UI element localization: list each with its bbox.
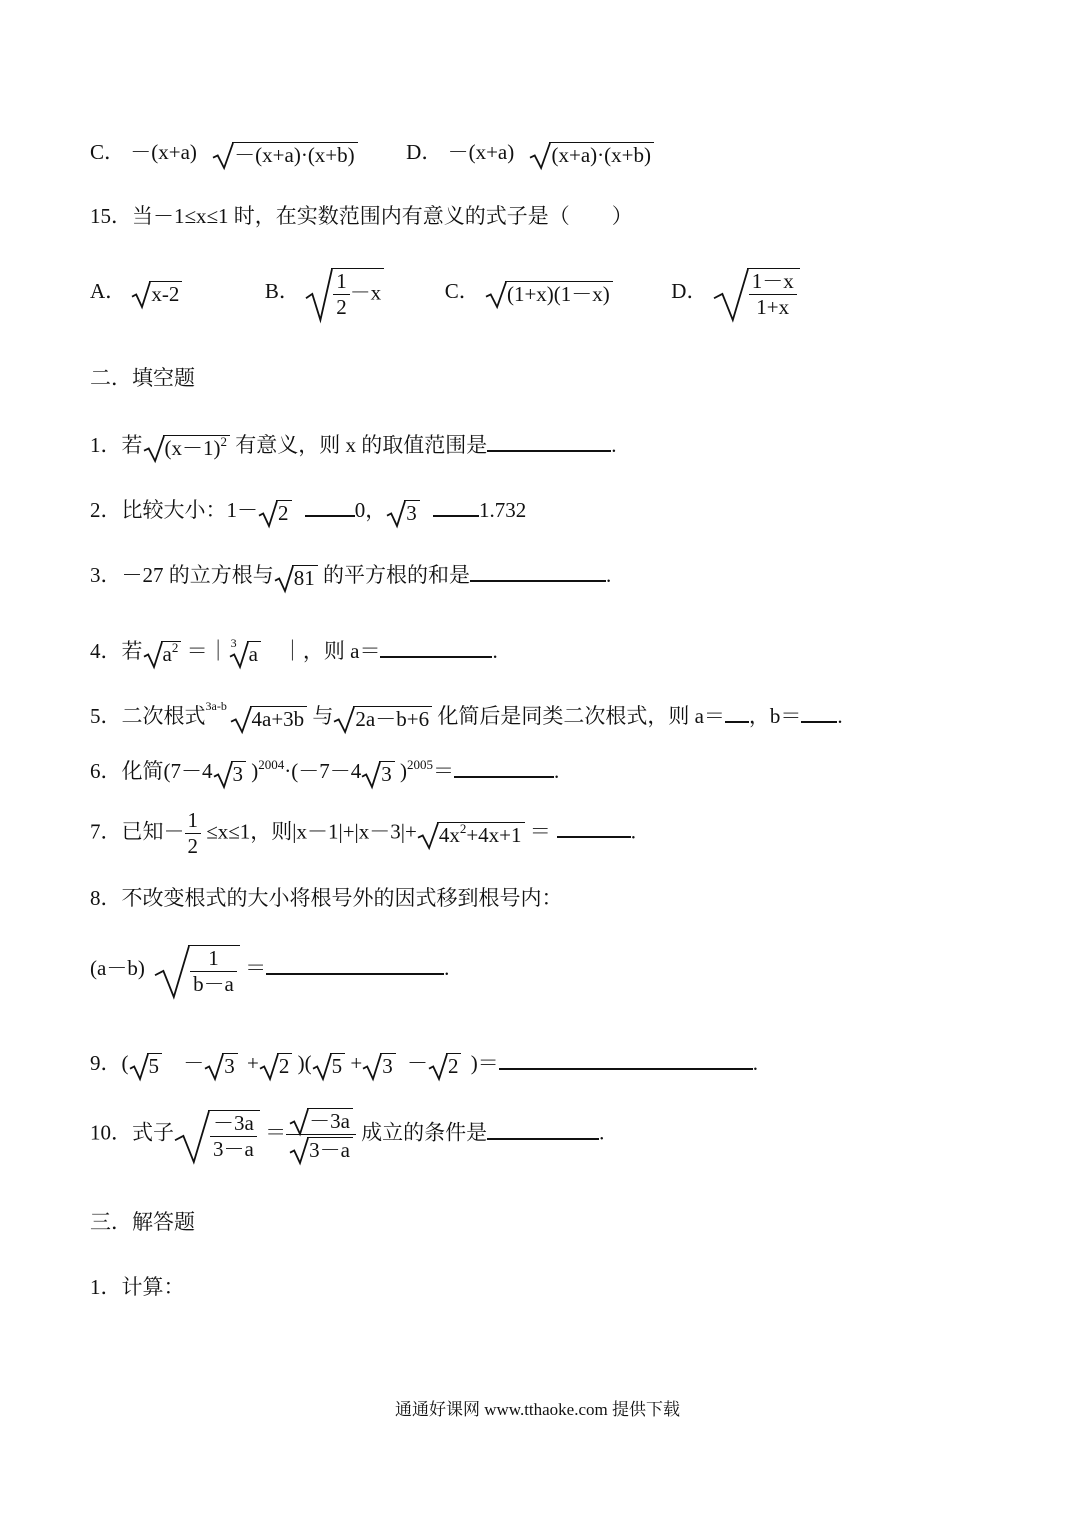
radicand: 81 [292, 565, 318, 589]
fraction-denominator: b－a [193, 972, 234, 996]
question-text: (a－b) [90, 955, 145, 980]
fill-question-9 [90, 1050, 758, 1077]
radical [143, 435, 231, 459]
radical [361, 761, 395, 785]
radicand: 2 [446, 1053, 462, 1077]
radicand-part: 4x [438, 822, 460, 847]
q15-option-b-radicand [331, 268, 384, 318]
radical [258, 500, 292, 524]
question-text: 化简后是同类二次根式，则 a＝ [432, 704, 725, 728]
radicand: 4a+3b [250, 706, 308, 730]
question-text: 有意义，则 x 的取值范围是 [230, 433, 488, 457]
fill-question-6 [90, 758, 559, 785]
answer-blank[interactable] [266, 955, 444, 975]
period: . [611, 433, 617, 457]
question-text: － [406, 1051, 428, 1075]
q15-option-d-radical [713, 268, 800, 318]
question-text: 1．若 [90, 433, 143, 457]
radicand [161, 641, 182, 665]
option-d-radicand: (x+a)·(x+b) [549, 142, 653, 166]
question-text: ＝ [259, 1120, 287, 1145]
option-d-radical [529, 142, 653, 166]
period: . [752, 1051, 758, 1075]
question-text: ＝ [239, 955, 267, 980]
radical-sign-icon [386, 500, 406, 528]
question-text: 9．( [90, 1051, 129, 1075]
radicand: 3 [222, 1053, 238, 1077]
radicand: 3 [231, 761, 247, 785]
radical-sign-icon [154, 945, 190, 999]
q15-option-b-radical [305, 268, 384, 318]
radicand [208, 1110, 260, 1160]
period: . [492, 639, 498, 663]
radicand: 3 [404, 500, 420, 524]
question-text: 成立的条件是 [355, 1120, 488, 1145]
question-text: 7．已知－ [90, 819, 185, 844]
option-c-radical [212, 142, 357, 166]
radicand [163, 435, 231, 459]
question-text: ＝｜ [181, 639, 229, 663]
radical [174, 1110, 260, 1160]
radical-sign-icon [361, 761, 381, 789]
radicand: 5 [147, 1053, 163, 1077]
fraction-numerator: 1 [190, 948, 237, 972]
fraction-numerator: 1－x [749, 271, 797, 295]
root-index: 3 [230, 636, 237, 651]
q14-options-cd [90, 142, 654, 166]
question-text: ＝ [433, 759, 454, 783]
radical [154, 945, 240, 995]
radical-sign-icon [212, 142, 234, 170]
radical [274, 565, 318, 589]
question-text: ·(－7－4 [284, 759, 362, 783]
radical [362, 1053, 396, 1077]
exponent: 2004 [258, 757, 285, 772]
answer-blank[interactable] [557, 818, 631, 838]
question-text: ，b＝ [748, 704, 802, 728]
fill-question-1 [90, 432, 617, 459]
question-text: ＝ [524, 819, 551, 844]
radical [333, 706, 432, 730]
exponent: 2 [220, 434, 227, 450]
radical-sign-icon [204, 1053, 224, 1081]
radical [386, 500, 420, 524]
question-text: )＝ [470, 1051, 499, 1075]
fraction-denominator: 3－a [213, 1136, 254, 1161]
radical-sign-icon [174, 1110, 210, 1164]
question-text: 1.732 [479, 498, 527, 522]
radical [204, 1053, 238, 1077]
radicand-part: +4x+1 [466, 822, 522, 847]
exponent: 2005 [407, 757, 433, 772]
q15-option-d-radicand [747, 268, 800, 318]
question-text: 的平方根的和是 [317, 563, 470, 587]
answer-blank[interactable] [499, 1050, 753, 1070]
fraction-numerator [286, 1108, 356, 1135]
radical-sign-icon [333, 706, 355, 734]
fraction-denominator [286, 1135, 356, 1161]
q15-option-c-label: C． [444, 278, 480, 303]
fraction-numerator: －3a [210, 1113, 257, 1137]
radicand: 2a－b+6 [353, 706, 432, 730]
option-d-coefficient: －(x+a) [447, 140, 515, 164]
fill-question-7 [90, 810, 636, 857]
period: . [444, 955, 450, 980]
section-title-fill-in: 二．填空题 [90, 366, 195, 390]
exponent: 2 [459, 820, 467, 836]
radical [129, 1053, 163, 1077]
fraction [286, 1108, 356, 1161]
q15-option-b-label: B． [264, 278, 300, 303]
period: . [606, 563, 612, 587]
question-text: ) [246, 759, 259, 783]
radicand: a [247, 641, 261, 665]
question-text: 0， [354, 498, 387, 522]
answer-blank[interactable] [487, 432, 611, 452]
period: . [599, 1120, 605, 1145]
root-index: 3a-b [205, 699, 227, 714]
question-text: ≤x≤1，则|x－1|+|x－3|+ [201, 819, 417, 844]
radicand: 3 [380, 1053, 396, 1077]
question-text: ｜，则 a＝ [260, 639, 381, 663]
option-c-coefficient: －(x+a) [130, 140, 197, 164]
question-text: + [247, 1051, 259, 1075]
radical-sign-icon [259, 1053, 279, 1081]
fill-question-5 [90, 699, 843, 732]
fraction [210, 1110, 257, 1161]
radicand: 3－a [307, 1137, 353, 1161]
answer-blank[interactable] [725, 703, 749, 723]
radical [259, 1053, 293, 1077]
option-c-label: C． [90, 140, 126, 164]
radical-sign-icon [143, 435, 165, 463]
fill-question-2 [90, 497, 526, 524]
radical-sign-icon [485, 281, 507, 309]
radical-sign-icon [258, 500, 278, 528]
option-d-label: D． [406, 140, 443, 164]
question-text: 2．比较大小：1－ [90, 498, 258, 522]
question-text: － [183, 1051, 205, 1075]
answer-blank[interactable] [801, 703, 837, 723]
option-c-radicand: －(x+a)·(x+b) [232, 142, 357, 166]
fraction-denominator: 1+x [756, 295, 790, 319]
radical-sign-icon [289, 1108, 309, 1136]
radical-sign-icon [230, 706, 252, 734]
radical-sign-icon [529, 142, 551, 170]
radical [428, 1053, 462, 1077]
radicand-base: (x－1) [164, 436, 221, 461]
q15-option-a-radicand: x-2 [149, 281, 182, 305]
radical-sign-icon [131, 281, 151, 309]
answer-blank[interactable] [433, 497, 479, 517]
radical [289, 1108, 353, 1132]
radicand: 2 [277, 1053, 293, 1077]
nth-root [205, 699, 308, 732]
radical-sign-icon [229, 641, 249, 669]
radical-sign-icon [129, 1053, 149, 1081]
radicand [188, 945, 240, 995]
radical-sign-icon [213, 761, 233, 789]
q15-option-c-radicand: (1+x)(1－x) [505, 281, 613, 305]
q15-options [90, 268, 800, 318]
radical-sign-icon [428, 1053, 448, 1081]
fraction [190, 948, 237, 995]
q15-option-c-radical [485, 281, 613, 305]
q15-option-a-radical [131, 281, 182, 305]
radical-sign-icon [362, 1053, 382, 1081]
fraction-denominator: 2 [336, 295, 347, 319]
q15-option-d-label: D． [671, 278, 708, 303]
fill-question-8-stem: 8．不改变根式的大小将根号外的因式移到根号内： [90, 886, 563, 910]
radical [289, 1137, 353, 1161]
fill-question-10 [90, 1108, 604, 1161]
section-title-answer: 三．解答题 [90, 1210, 195, 1234]
q15-option-a-label: A． [90, 278, 127, 303]
fill-question-3 [90, 562, 611, 589]
radicand: －3a [307, 1108, 353, 1132]
radical-sign-icon [713, 268, 749, 322]
radical-sign-icon [289, 1137, 309, 1165]
solve-question-1: 1．计算： [90, 1275, 185, 1299]
answer-blank[interactable] [305, 497, 355, 517]
question-text: + [350, 1051, 363, 1075]
radicand-base: a [162, 642, 172, 667]
fraction [185, 810, 202, 857]
fraction-denominator: 2 [187, 834, 198, 858]
radical-sign-icon [143, 641, 163, 669]
question-text: 6．化简(7－4 [90, 759, 213, 783]
radical [143, 641, 182, 665]
question-text: 5．二次根式 [90, 704, 206, 728]
fraction-numerator: 1 [185, 810, 202, 834]
fill-question-4 [90, 638, 498, 665]
cube-root [229, 636, 261, 667]
fraction [749, 271, 797, 318]
radical-sign-icon [417, 822, 439, 850]
period: . [554, 759, 560, 783]
radicand [437, 822, 525, 846]
radical-sign-icon [305, 268, 333, 322]
answer-blank[interactable] [380, 638, 492, 658]
answer-blank[interactable] [454, 758, 554, 778]
fill-question-8-expression [90, 945, 449, 995]
radical [417, 822, 525, 846]
page-footer: 通通好课网 www.tthaoke.com 提供下载 [394, 1400, 681, 1419]
radical-sign-icon [274, 565, 294, 593]
question-text: ) [394, 759, 407, 783]
radicand: 3 [379, 761, 395, 785]
radical-sign-icon [312, 1053, 332, 1081]
radicand-rest: －x [349, 280, 382, 305]
period: . [630, 819, 636, 844]
period: . [837, 704, 843, 728]
radical [213, 761, 247, 785]
question-text: 4．若 [90, 639, 143, 663]
radical [312, 1053, 346, 1077]
question-text: 3．－27 的立方根与 [90, 563, 274, 587]
radicand: 2 [276, 500, 292, 524]
answer-blank[interactable] [470, 562, 606, 582]
question-text: 10．式子 [90, 1120, 174, 1145]
fraction [333, 271, 350, 318]
answer-blank[interactable] [487, 1120, 599, 1140]
q15-stem: 15．当－1≤x≤1 时，在实数范围内有意义的式子是（ ） [90, 204, 633, 228]
fraction-numerator: 1 [333, 271, 350, 295]
exponent: 2 [171, 640, 179, 656]
question-text: 与 [307, 704, 334, 728]
question-text: )( [297, 1051, 312, 1075]
radicand: 5 [330, 1053, 346, 1077]
